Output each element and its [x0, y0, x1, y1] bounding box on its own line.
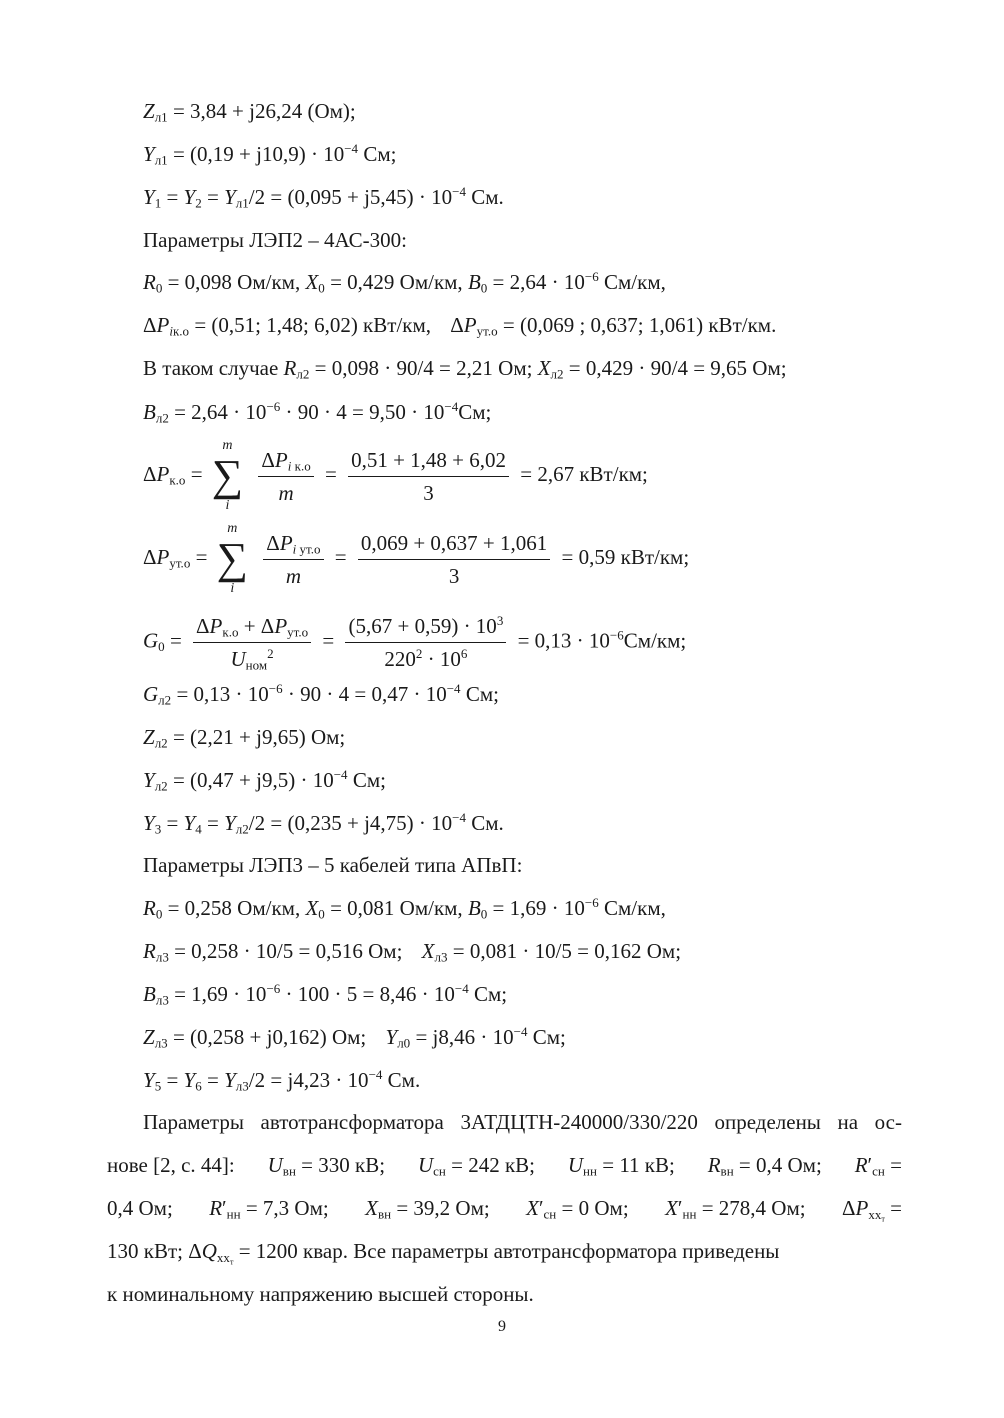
- paragraph-line-5: к номинальному напряжению высшей стороны.: [107, 1282, 534, 1306]
- eq-gl2: $G_{л2} = 0,13 \cdot 10^{-6} \cdot 90 \cdot 4 = 0,47 \cdot 10^{-4}$ См;: [143, 680, 499, 708]
- eq-yl1: $Y_{л1} = (0,19 + j10,9) \cdot 10^{-4}$ См;: [143, 140, 397, 168]
- eq-rl3-xl3: $R_{л3} = 0,258 \cdot 10/5 = 0,516$ Ом; $X_{л3} = 0,081 \cdot 10/5 = 0,162$ Ом;: [143, 939, 682, 965]
- eq-lep3-params: $R_0 = 0,258$ Ом/км, $X_0 = 0,081$ Ом/км, $B_0 = 1,69 \cdot 10^{-6}$ См/км,: [143, 894, 666, 922]
- eq-bl2: $B_{л2} = 2,64 \cdot 10^{-6} \cdot 90 \cdot 4 = 9,50 \cdot 10^{-4}См$;: [143, 398, 492, 426]
- fraction: $\frac{0,51 + 1,48 + 6,02}{3}$: [348, 446, 509, 507]
- page-number: 9: [498, 1318, 506, 1335]
- fraction: $\frac{\Delta P_{i к.о}}{m}$: [258, 446, 313, 507]
- fraction: $\frac{\Delta P_{i ут.о}}{m}$: [263, 529, 323, 590]
- eq-rl2-xl2: В таком случае $R_{л2} = 0,098 \cdot 90/4 = 2,21$ Ом; $X_{л2} = 0,429 \cdot 90/4 = 9,65$ Ом;: [143, 356, 787, 382]
- eq-y3-y4: $Y_3 = Y_4 = Y_{л2}/2 = (0,235 + j4,75) \cdot 10^{-4}$ См.: [143, 809, 504, 837]
- sum-symbol: m ∑ i: [216, 521, 249, 596]
- eq-dputo: $\Delta P_{ут.о}$ = m ∑ i $\frac{\Delta P_{i ут.о}}{m}$ = $\frac{0,069 + 0,637 + 1,061}{3}$ = 0,59 кВт/км;: [143, 521, 690, 596]
- eq-yl2: $Y_{л2} = (0,47 + j9,5) \cdot 10^{-4}$ См;: [143, 766, 386, 794]
- lep2-heading: Параметры ЛЭП2 – 4АС-300:: [143, 228, 407, 252]
- eq-lep2-params: $R_0 = 0,098$ Ом/км, $X_0 = 0,429$ Ом/км, $B_0 = 2,64 \cdot 10^{-6}$ См/км,: [143, 268, 666, 296]
- eq-dpko: $\Delta P_{к.о}$ = m ∑ i $\frac{\Delta P_{i к.о}}{m}$ = $\frac{0,51 + 1,48 + 6,02}{3}$ = 2,67 кВт/км;: [143, 438, 648, 513]
- eq-y1-y2: $Y_1 = Y_2 = Y_{л1}/2 = (0,095 + j5,45) \cdot 10^{-4}$ См.: [143, 183, 504, 211]
- eq-bl3: $B_{л3} = 1,69 \cdot 10^{-6} \cdot 100 \cdot 5 = 8,46 \cdot 10^{-4}$ См;: [143, 980, 508, 1008]
- eq-zl1: $Z_{л1} = 3,84 + j26,24$ (Ом);: [143, 99, 356, 125]
- paragraph-line-3: 0,4 Ом; $R'_{нн} = 7,3$ Ом; $X_{вн} = 39,2$ Ом; $X'_{сн} = 0$ Ом; $X'_{нн} = 278,4$ Ом; $\Delta P_{хх_т}$ =: [107, 1196, 902, 1223]
- eq-g0: $G_0$ = $\frac{\Delta P_{к.о} + \Delta P_{ут.о}}{U_{ном}^2}$ = $\frac{(5,67 + 0,59) \cdot 10^3}{220^2 \cdot 10^6}$ = $0,13 \cdot 10^{-6}См/км$;: [143, 612, 687, 673]
- lep3-heading: Параметры ЛЭП3 – 5 кабелей типа АПвП:: [143, 853, 523, 877]
- fraction: $\frac{(5,67 + 0,59) \cdot 10^3}{220^2 \cdot 10^6}$: [345, 612, 506, 673]
- eq-y5-y6: $Y_5 = Y_6 = Y_{л3}/2 = j4,23 \cdot 10^{-4}$ См.: [143, 1066, 421, 1094]
- fraction: $\frac{\Delta P_{к.о} + \Delta P_{ут.о}}{U_{ном}^2}$: [193, 612, 311, 673]
- sum-symbol: m ∑ i: [211, 438, 244, 513]
- paragraph-line-4: 130 кВт; $\Delta Q_{хх_т} = 1200$ квар. Все параметры автотрансформатора приведены: [107, 1239, 780, 1266]
- paragraph-line-1: Параметры автотрансформатора 3АТДЦТН-240000/330/220 определены на ос-: [143, 1110, 902, 1134]
- paragraph-line-2: нове [2, с. 44]: $U_{вн} = 330$ кВ; $U_{сн} = 242$ кВ; $U_{нн} = 11$ кВ; $R_{вн} = 0,4$ Ом; $R'_{сн}$ =: [107, 1153, 902, 1179]
- fraction: $\frac{0,069 + 0,637 + 1,061}{3}$: [358, 529, 550, 590]
- eq-zl2: $Z_{л2} = (2,21 + j9,65)$ Ом;: [143, 725, 346, 751]
- eq-dp-losses: $\Delta P_{iк.о} = (0,51$; 1,48; 6,02) кВт/км, $\Delta P_{ут.о} = (0,069$ ; 0,637; 1,061) кВт/км.: [143, 313, 777, 339]
- eq-zl3-yl0: $Z_{л3} = (0,258 + j0,162)$ Ом; $Y_{л0} = j8,46 \cdot 10^{-4}$ См;: [143, 1023, 566, 1051]
